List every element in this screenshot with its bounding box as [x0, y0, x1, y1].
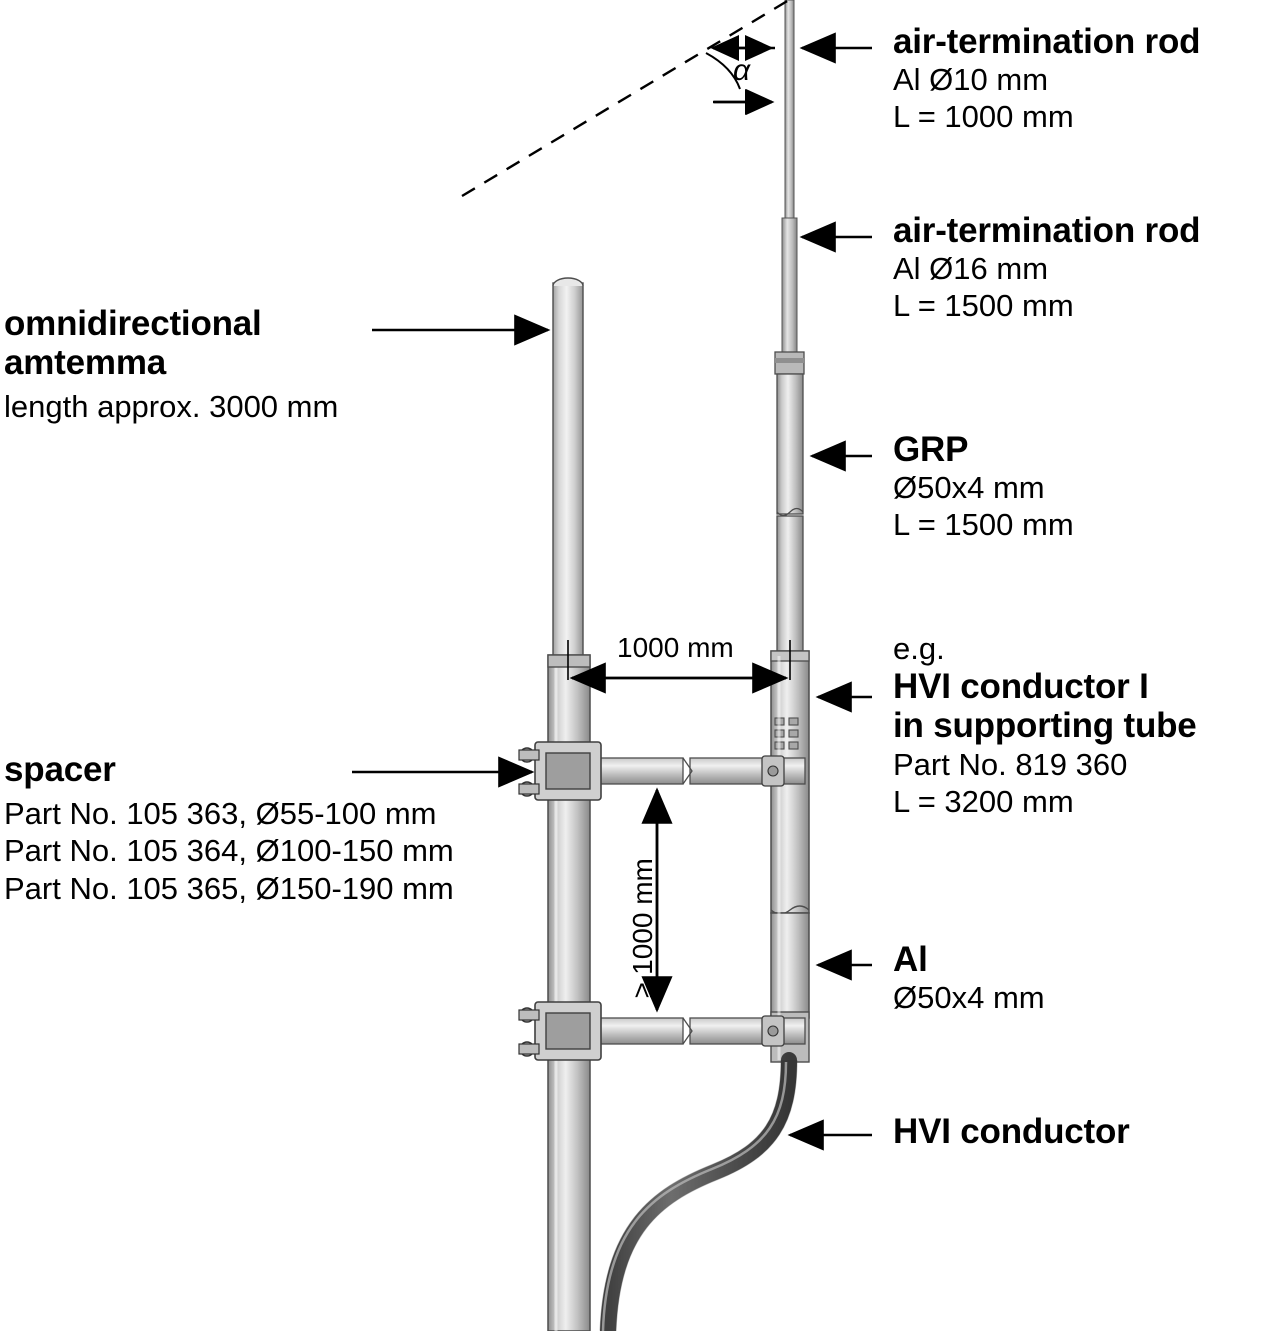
omnidirectional-antenna — [548, 278, 590, 1331]
hvi-conductor-cable — [603, 1060, 789, 1331]
label-line1: Al Ø10 mm — [893, 62, 1049, 98]
angle-alpha-label: α — [733, 54, 751, 87]
label-title-line2: in supporting tube — [893, 706, 1197, 746]
label-line1: Al Ø16 mm — [893, 251, 1049, 287]
label-title: Al — [893, 940, 928, 979]
label-line2: L = 1500 mm — [893, 288, 1074, 324]
label-title: HVI conductor — [893, 1112, 1130, 1151]
label-line2: L = 1000 mm — [893, 99, 1074, 135]
label-title: GRP — [893, 430, 969, 469]
label-air-termination-rod-second — [893, 211, 1200, 325]
label-line1: Part No. 105 363, Ø55-100 mm — [4, 796, 437, 832]
label-hvi-supporting-tube — [893, 630, 1197, 820]
label-title: air-termination rod — [893, 211, 1201, 250]
protection-angle — [462, 0, 789, 196]
label-line1: Ø50x4 mm — [893, 980, 1045, 1016]
label-al — [893, 940, 1045, 1016]
label-line1: Ø50x4 mm — [893, 470, 1045, 506]
label-title-line1: omnidirectional — [4, 304, 262, 343]
label-line1: Part No. 819 360 — [893, 746, 1128, 782]
label-prefix: e.g. — [893, 631, 945, 666]
label-title-line2: amtemma — [4, 343, 167, 383]
label-line2: L = 1500 mm — [893, 507, 1074, 543]
label-line2: L = 3200 mm — [893, 783, 1074, 819]
label-title-line1: HVI conductor I — [893, 667, 1149, 707]
dimension-label-horizontal: 1000 mm — [617, 632, 734, 663]
label-title: spacer — [4, 750, 116, 789]
label-omnidirectional-antenna — [4, 304, 434, 426]
label-line1: length approx. 3000 mm — [4, 389, 339, 425]
label-grp — [893, 430, 1074, 544]
label-hvi-conductor — [893, 1112, 1130, 1151]
spacer-lower — [519, 1002, 805, 1060]
label-air-termination-rod-top — [893, 22, 1200, 136]
label-line2: Part No. 105 364, Ø100-150 mm — [4, 833, 454, 869]
air-termination-assembly — [771, 0, 809, 1062]
label-line3: Part No. 105 365, Ø150-190 mm — [4, 870, 454, 906]
label-title: air-termination rod — [893, 22, 1201, 61]
label-spacer — [4, 750, 544, 907]
dimension-label-vertical: ≥ 1000 mm — [627, 858, 658, 998]
spacer-upper — [519, 742, 805, 800]
